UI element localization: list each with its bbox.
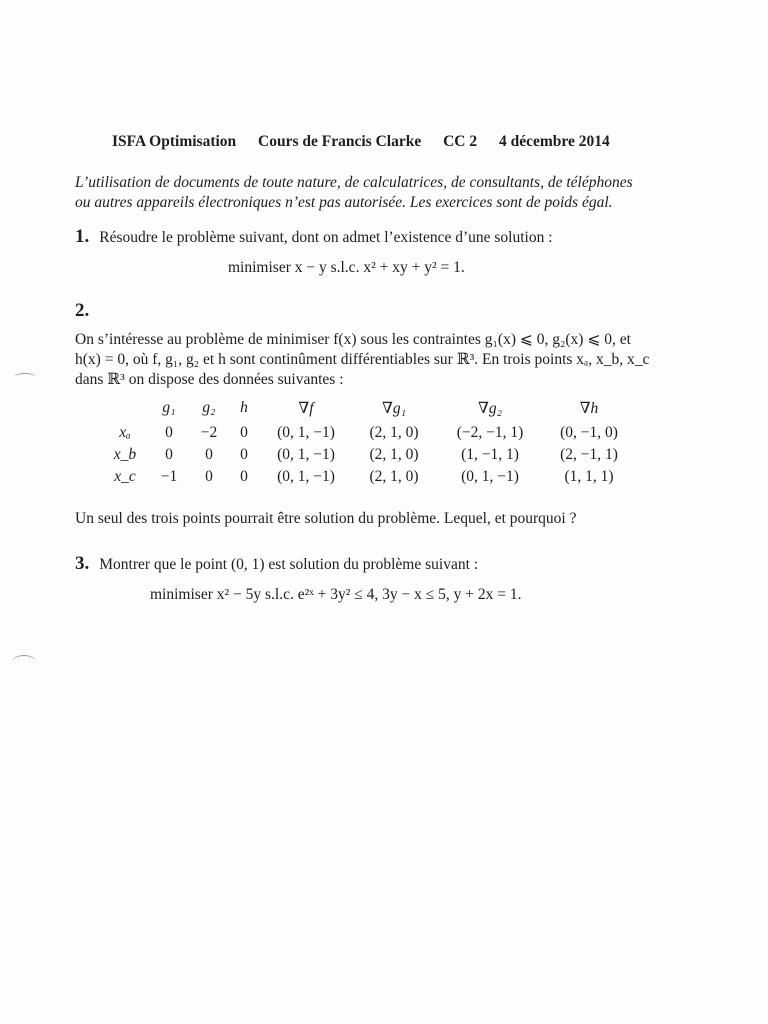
table-row-label: xₐ bbox=[119, 424, 131, 441]
table-header-row bbox=[102, 394, 634, 422]
table-row-label: x_b bbox=[113, 446, 137, 463]
header-course: Cours de Francis Clarke bbox=[258, 133, 422, 150]
table-cell: −1 bbox=[160, 468, 178, 485]
table-cell: −2 bbox=[200, 424, 218, 441]
instructions-line-1: L’utilisation de documents de toute nature, de calculatrices, de consultants, de téléphones bbox=[75, 174, 633, 191]
question-2-line-3: dans ℝ³ on dispose des données suivantes : bbox=[75, 371, 344, 388]
table-header-cell: g₁ bbox=[162, 399, 176, 416]
question-2-statement bbox=[75, 330, 649, 390]
table-cell: 0 bbox=[240, 424, 248, 441]
table-header-cell: g₂ bbox=[202, 399, 216, 416]
question-3-number: 3. bbox=[75, 553, 90, 574]
question-1-formula: minimiser x − y s.l.c. x² + xy + y² = 1. bbox=[228, 259, 465, 276]
table-row-label: x_c bbox=[114, 468, 136, 485]
question-2-prompt: Un seul des trois points pourrait être solution du problème. Lequel, et pourquoi ? bbox=[75, 510, 577, 527]
scan-mark bbox=[12, 655, 36, 670]
question-2-number: 2. bbox=[75, 300, 90, 321]
gradient-data-table bbox=[102, 394, 634, 488]
table-cell: (1, 1, 1) bbox=[564, 468, 614, 485]
table-cell: (0, 1, −1) bbox=[277, 424, 335, 441]
question-2-line-1: On s’intéresse au problème de minimiser f(x) sous les contraintes g₁(x) ⩽ 0, g₂(x) ⩽ 0, et bbox=[75, 331, 631, 348]
table-cell: 0 bbox=[205, 446, 213, 463]
table-header-cell: ∇g₁ bbox=[382, 399, 406, 417]
table-cell: (2, −1, 1) bbox=[560, 446, 618, 463]
table-header-cell: ∇g₂ bbox=[478, 399, 502, 417]
exam-instructions bbox=[75, 173, 633, 213]
table-cell: 0 bbox=[165, 424, 173, 441]
table-cell: 0 bbox=[165, 446, 173, 463]
table-cell: (1, −1, 1) bbox=[461, 446, 519, 463]
table-header-cell: ∇f bbox=[298, 399, 314, 417]
table-header-cell bbox=[102, 394, 148, 422]
table-cell: (0, 1, −1) bbox=[277, 468, 335, 485]
table-cell: (0, −1, 0) bbox=[560, 424, 618, 441]
question-1-heading bbox=[75, 226, 553, 248]
instructions-line-2: ou autres appareils électroniques n’est pas autorisée. Les exercices sont de poids égal. bbox=[75, 194, 613, 211]
table-header-cell: ∇h bbox=[579, 399, 599, 417]
table-cell: (2, 1, 0) bbox=[369, 468, 419, 485]
question-3-text: Montrer que le point (0, 1) est solution du problème suivant : bbox=[99, 556, 479, 573]
scan-mark bbox=[14, 373, 36, 382]
table-row bbox=[102, 444, 634, 466]
table-row bbox=[102, 422, 634, 444]
table-cell: 0 bbox=[205, 468, 213, 485]
header-school: ISFA Optimisation bbox=[112, 133, 237, 150]
exam-header bbox=[112, 133, 628, 151]
table-cell: (−2, −1, 1) bbox=[456, 424, 524, 441]
header-exam: CC 2 bbox=[443, 133, 478, 150]
table-cell: (0, 1, −1) bbox=[461, 468, 519, 485]
table-header-cell: h bbox=[240, 399, 248, 416]
question-1-text: Résoudre le problème suivant, dont on admet l’existence d’une solution : bbox=[99, 229, 553, 246]
header-date: 4 décembre 2014 bbox=[498, 133, 610, 150]
table-cell: (2, 1, 0) bbox=[369, 424, 419, 441]
question-3-heading bbox=[75, 553, 478, 575]
table-row bbox=[102, 466, 634, 488]
table-cell: 0 bbox=[240, 468, 248, 485]
table-cell: 0 bbox=[240, 446, 248, 463]
question-1-number: 1. bbox=[75, 226, 90, 247]
table-cell: (2, 1, 0) bbox=[369, 446, 419, 463]
table-cell: (0, 1, −1) bbox=[277, 446, 335, 463]
question-2-line-2: h(x) = 0, où f, g₁, g₂ et h sont continûment différentiables sur ℝ³. En trois points xₐ, x_b, x_c bbox=[75, 351, 650, 368]
question-3-formula: minimiser x² − 5y s.l.c. e²ˣ + 3y² ≤ 4, 3y − x ≤ 5, y + 2x = 1. bbox=[150, 586, 522, 603]
